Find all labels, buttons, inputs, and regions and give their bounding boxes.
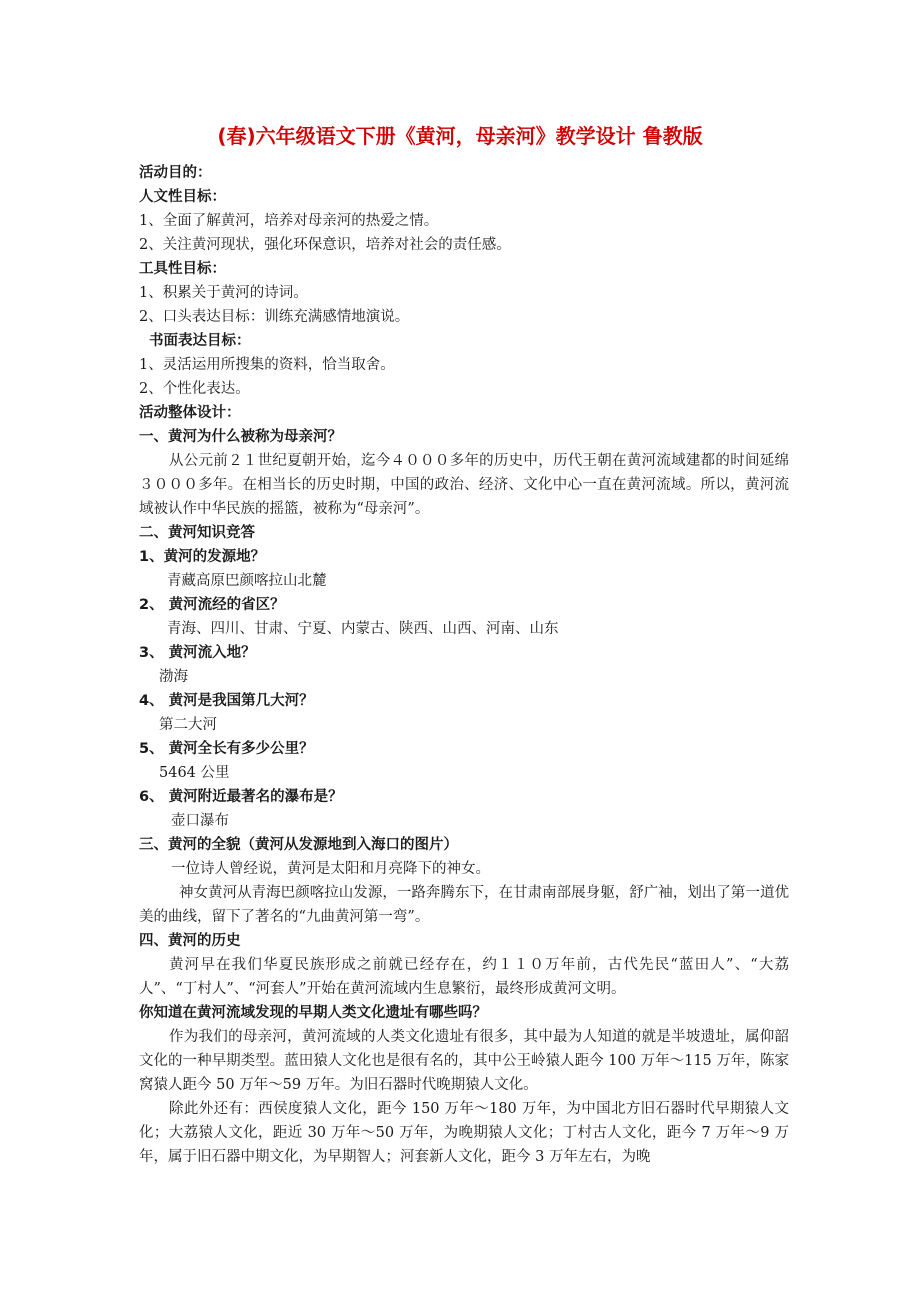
written-item: 1、灵活运用所搜集的资料，恰当取舍。: [139, 357, 395, 373]
quiz-answer: 渤海: [159, 669, 188, 685]
section-2-heading: 二、黄河知识竞答: [139, 525, 255, 541]
section-3-paragraph: 神女黄河从青海巴颜喀拉山发源，一路奔腾东下，在甘肃南部展身躯，舒广袖，划出了第一道优美的曲线，留下了著名的“九曲黄河第一弯”。: [139, 885, 789, 925]
quiz-question: 1、黄河的发源地？: [139, 549, 266, 565]
section-1-heading: 一、黄河为什么被称为母亲河？: [139, 429, 342, 445]
question-heading: 你知道在黄河流域发现的早期人类文化遗址有哪些吗？: [139, 1005, 487, 1021]
instrumental-item: 2、口头表达目标：训练充满感情地演说。: [139, 309, 410, 325]
humanistic-item: 2、关注黄河现状，强化环保意识，培养对社会的责任感。: [139, 237, 511, 253]
question-paragraph: 作为我们的母亲河，黄河流域的人类文化遗址有很多，其中最为人知道的就是半坡遗址，属仰韶文化的一种早期类型。蓝田猿人文化也是很有名的，其中公王岭猿人距今 100 万年～115 万年，陈家窝猿人距今 50 万年～59 万年。为旧石器时代晚期猿人文化。: [139, 1029, 789, 1093]
quiz-question: 4、 黄河是我国第几大河？: [139, 693, 314, 709]
quiz-question: 5、 黄河全长有多少公里？: [139, 741, 314, 757]
quiz-answer: 青藏高原巴颜喀拉山北麓: [167, 573, 327, 589]
written-heading: 书面表达目标：: [149, 333, 251, 349]
quiz-answer: 5464 公里: [159, 765, 230, 781]
quiz-answer: 青海、四川、甘肃、宁夏、内蒙古、陕西、山西、河南、山东: [167, 621, 559, 637]
section-3-heading: 三、黄河的全貌（黄河从发源地到入海口的图片）: [139, 837, 458, 853]
instrumental-item: 1、积累关于黄河的诗词。: [139, 285, 308, 301]
quiz-answer: 壶口瀑布: [171, 813, 229, 829]
quiz-question: 3、 黄河流入地？: [139, 645, 256, 661]
document-title: (春)六年级语文下册《黄河，母亲河》教学设计 鲁教版: [217, 124, 703, 148]
section-4-heading: 四、黄河的历史: [139, 933, 241, 949]
design-heading: 活动整体设计：: [139, 405, 241, 421]
quiz-answer: 第二大河: [159, 717, 217, 733]
section-4-paragraph: 黄河早在我们华夏民族形成之前就已经存在，约１１０万年前，古代先民“蓝田人”、“大荔人”、“丁村人”、“河套人”开始在黄河流域内生息繁衍，最终形成黄河文明。: [139, 957, 789, 997]
written-item: 2、个性化表达。: [139, 381, 250, 397]
instrumental-heading: 工具性目标：: [139, 261, 226, 277]
humanistic-heading: 人文性目标：: [139, 189, 226, 205]
quiz-question: 2、 黄河流经的省区？: [139, 597, 285, 613]
document-body: [139, 161, 789, 1169]
question-paragraph: 除此外还有：西侯度猿人文化，距今 150 万年～180 万年，为中国北方旧石器时代早期猿人文化；大荔猿人文化，距近 30 万年～50 万年，为晚期猿人文化；丁村古人文化，距今 7 万年～9 万年，属于旧石器中期文化，为早期智人；河套新人文化，距今 3 万年左右，为晚: [139, 1101, 789, 1165]
section-1-paragraph: 从公元前２１世纪夏朝开始，迄今４０００多年的历史中，历代王朝在黄河流域建都的时间延绵３０００多年。在相当长的历史时期，中国的政治、经济、文化中心一直在黄河流域。所以，黄河流域被认作中华民族的摇篮，被称为“母亲河”。: [139, 453, 789, 517]
goals-heading: 活动目的：: [139, 165, 212, 181]
section-3-line: 一位诗人曾经说，黄河是太阳和月亮降下的神女。: [171, 861, 490, 877]
humanistic-item: 1、全面了解黄河，培养对母亲河的热爱之情。: [139, 213, 439, 229]
quiz-question: 6、 黄河附近最著名的瀑布是？: [139, 789, 343, 805]
